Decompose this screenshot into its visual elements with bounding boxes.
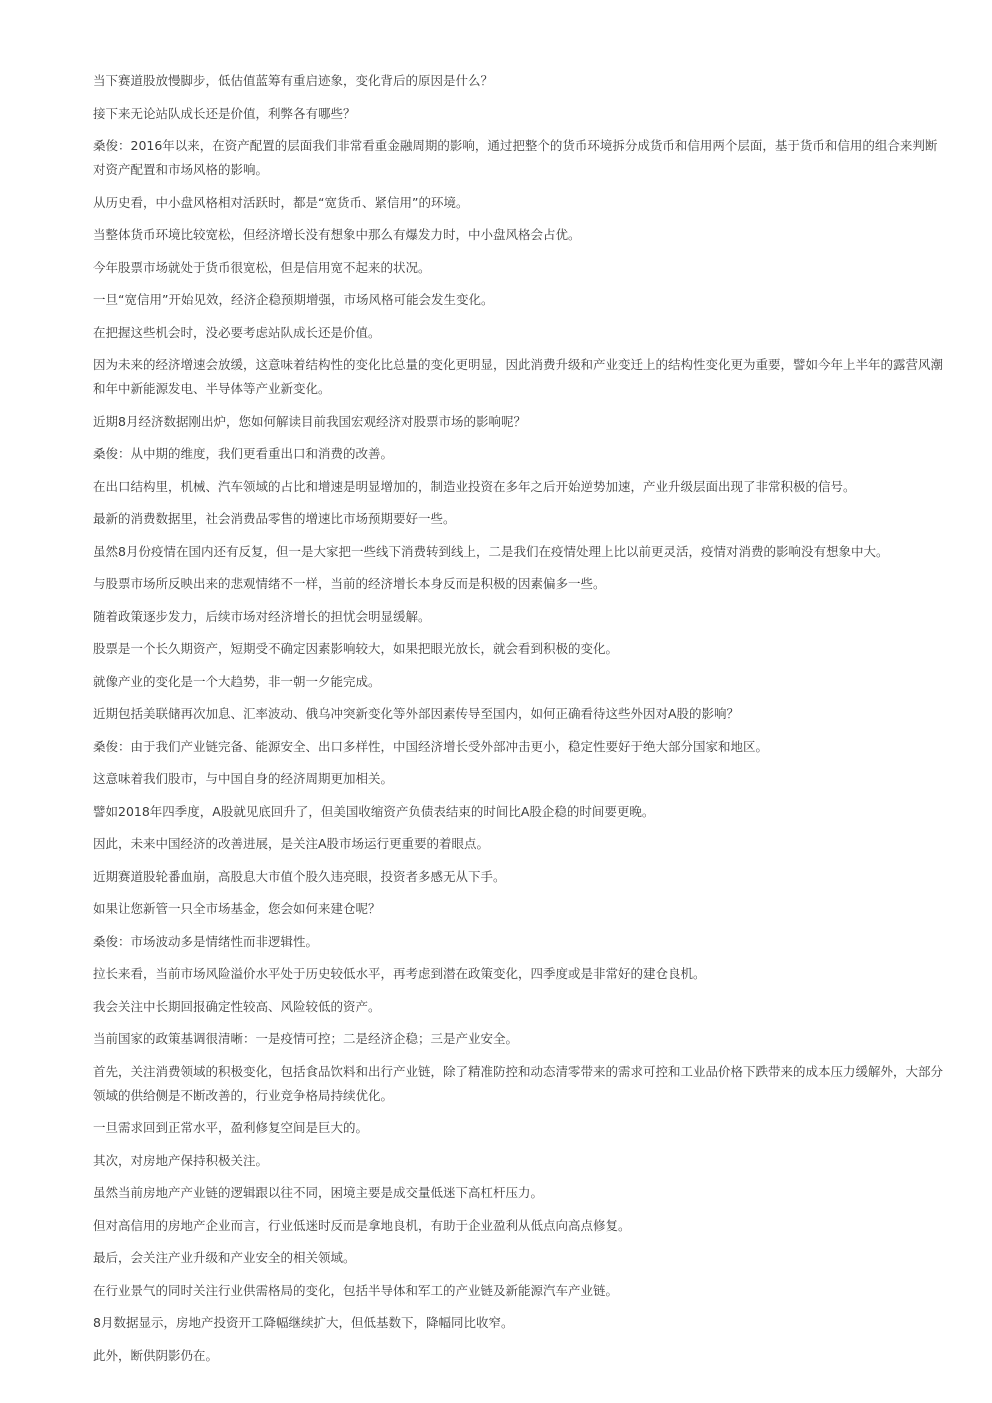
paragraph: 近期8月经济数据刚出炉，您如何解读目前我国宏观经济对股票市场的影响呢？ — [93, 413, 526, 429]
paragraph: 近期包括美联储再次加息、汇率波动、俄乌冲突新变化等外部因素传导至国内，如何正确看待这些外因对A股的影响？ — [93, 706, 740, 721]
paragraph: 桑俊：从中期的维度，我们更看重出口和消费的改善。 — [93, 446, 394, 461]
paragraph: 一旦“宽信用”开始见效，经济企稳预期增强，市场风格可能会发生变化。 — [93, 292, 494, 307]
paragraph: 8月数据显示，房地产投资开工降幅继续扩大，但低基数下，降幅同比收窄。 — [93, 1315, 514, 1330]
paragraph: 首先，关注消费领域的积极变化，包括食品饮料和出行产业链，除了精准防控和动态清零带来的需求可控和工业品价格下跌带来的成本压力缓解外，大部分领域的供给侧是不断改善的，行业竞争格局持续优化。 — [93, 1063, 944, 1103]
paragraph: 在出口结构里，机械、汽车领域的占比和增速是明显增加的，制造业投资在多年之后开始逆势加速，产业升级层面出现了非常积极的信号。 — [93, 478, 856, 494]
paragraph: 从历史看，中小盘风格相对活跃时，都是“宽货币、紧信用”的环境。 — [93, 194, 469, 210]
paragraph: 今年股票市场就处于货币很宽松，但是信用宽不起来的状况。 — [93, 259, 431, 275]
paragraph: 就像产业的变化是一个大趋势，非一朝一夕能完成。 — [93, 673, 381, 689]
paragraph: 当前国家的政策基调很清晰：一是疫情可控；二是经济企稳；三是产业安全。 — [93, 1031, 519, 1046]
paragraph: 因为未来的经济增速会放缓，这意味着结构性的变化比总量的变化更明显，因此消费升级和产业变迁上的结构性变化更为重要，譬如今年上半年的露营风潮和年中新能源发电、半导体等产业新变化。 — [93, 357, 944, 396]
paragraph: 其次，对房地产保持积极关注。 — [93, 1152, 269, 1168]
paragraph: 桑俊：市场波动多是情绪性而非逻辑性。 — [93, 933, 319, 949]
paragraph: 在行业景气的同时关注行业供需格局的变化，包括半导体和军工的产业链及新能源汽车产业链。 — [93, 1282, 619, 1298]
paragraph: 虽然当前房地产产业链的逻辑跟以往不同，困境主要是成交量低迷下高杠杆压力。 — [93, 1185, 544, 1200]
paragraph: 这意味着我们股市，与中国自身的经济周期更加相关。 — [93, 771, 394, 786]
paragraph: 我会关注中长期回报确定性较高、风险较低的资产。 — [93, 998, 381, 1014]
article-body — [93, 69, 945, 1376]
paragraph: 此外，断供阴影仍在。 — [93, 1347, 219, 1363]
paragraph: 因此，未来中国经济的改善进展，是关注A股市场运行更重要的着眼点。 — [93, 836, 490, 851]
paragraph: 如果让您新管一只全市场基金，您会如何来建仓呢？ — [93, 901, 381, 916]
paragraph: 近期赛道股轮番血崩，高股息大市值个股久违亮眼，投资者多感无从下手。 — [93, 868, 506, 884]
paragraph: 一旦需求回到正常水平，盈利修复空间是巨大的。 — [93, 1120, 369, 1135]
paragraph: 最后，会关注产业升级和产业安全的相关领域。 — [93, 1250, 356, 1265]
paragraph: 随着政策逐步发力，后续市场对经济增长的担忧会明显缓解。 — [93, 608, 431, 624]
paragraph: 在把握这些机会时，没必要考虑站队成长还是价值。 — [93, 324, 381, 340]
paragraph: 桑俊：由于我们产业链完备、能源安全、出口多样性，中国经济增长受外部冲击更小，稳定性要好于绝大部分国家和地区。 — [93, 738, 769, 754]
paragraph: 譬如2018年四季度，A股就见底回升了，但美国收缩资产负债表结束的时间比A股企稳的时间要更晚。 — [93, 803, 655, 819]
paragraph: 股票是一个长久期资产，短期受不确定因素影响较大，如果把眼光放长，就会看到积极的变化。 — [93, 641, 619, 656]
paragraph: 接下来无论站队成长还是价值，利弊各有哪些？ — [93, 105, 356, 121]
paragraph: 当整体货币环境比较宽松，但经济增长没有想象中那么有爆发力时，中小盘风格会占优。 — [93, 227, 581, 242]
paragraph: 桑俊：2016年以来，在资产配置的层面我们非常看重金融周期的影响，通过把整个的货币环境拆分成货币和信用两个层面，基于货币和信用的组合来判断对资产配置和市场风格的影响。 — [93, 138, 938, 177]
paragraph: 最新的消费数据里，社会消费品零售的增速比市场预期要好一些。 — [93, 511, 456, 526]
paragraph: 当下赛道股放慢脚步，低估值蓝筹有重启迹象，变化背后的原因是什么？ — [93, 73, 494, 88]
paragraph: 但对高信用的房地产企业而言，行业低迷时反而是拿地良机，有助于企业盈利从低点向高点修复。 — [93, 1217, 631, 1233]
paragraph: 虽然8月份疫情在国内还有反复，但一是大家把一些线下消费转到线上，二是我们在疫情处理上比以前更灵活，疫情对消费的影响没有想象中大。 — [93, 543, 889, 559]
paragraph: 与股票市场所反映出来的悲观情绪不一样，当前的经济增长本身反而是积极的因素偏多一些。 — [93, 576, 606, 591]
paragraph: 拉长来看，当前市场风险溢价水平处于历史较低水平，再考虑到潜在政策变化，四季度或是非常好的建仓良机。 — [93, 966, 706, 981]
